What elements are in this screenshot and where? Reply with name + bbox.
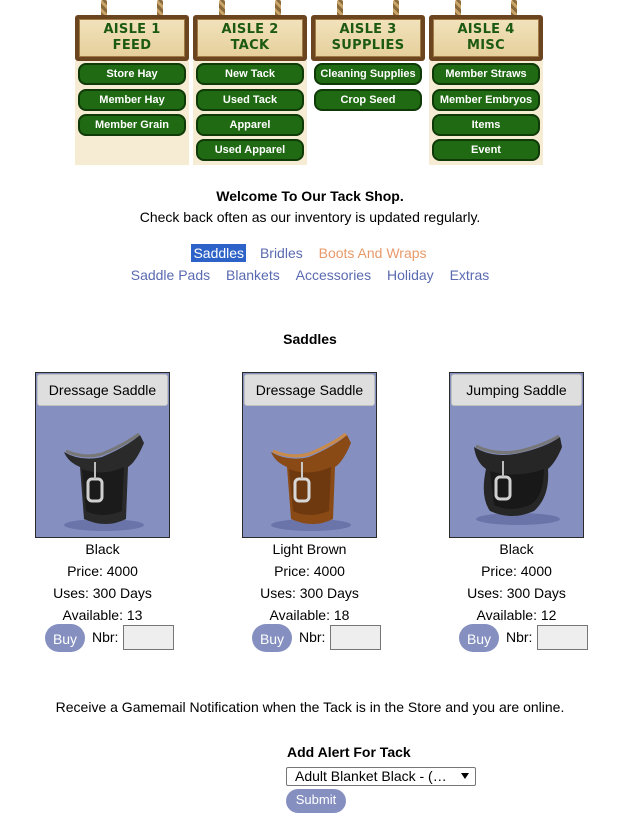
aisle-sign-feed[interactable] bbox=[75, 15, 189, 61]
buy-row bbox=[449, 624, 584, 652]
product-card bbox=[35, 372, 170, 647]
category-saddle-pads-link[interactable]: Saddle Pads bbox=[130, 267, 211, 283]
aisle-navigation bbox=[75, 0, 543, 165]
member-grain-button[interactable]: Member Grain bbox=[78, 114, 186, 136]
category-links-row2 bbox=[0, 267, 620, 283]
product-uses: Uses: 300 Days bbox=[467, 585, 566, 601]
new-tack-button[interactable]: New Tack bbox=[196, 63, 304, 85]
items-button[interactable]: Items bbox=[432, 114, 540, 136]
product-name: Dressage Saddle bbox=[244, 374, 375, 406]
quantity-input[interactable] bbox=[123, 625, 174, 650]
aisle-sign-line1: AISLE 2 bbox=[221, 22, 279, 37]
product-color: Black bbox=[85, 541, 120, 557]
category-links-row1 bbox=[0, 245, 620, 261]
nbr-label: Nbr: bbox=[506, 629, 533, 645]
category-accessories-link[interactable]: Accessories bbox=[295, 267, 372, 283]
member-embryos-button[interactable]: Member Embryos bbox=[432, 89, 540, 111]
aisle-sign-line2: SUPPLIES bbox=[331, 38, 405, 53]
rope bbox=[219, 0, 225, 16]
alert-title: Add Alert For Tack bbox=[287, 744, 411, 760]
rope bbox=[393, 0, 399, 16]
aisle-sign-tack[interactable] bbox=[193, 15, 307, 61]
product-name: Dressage Saddle bbox=[37, 374, 168, 406]
buy-button[interactable]: Buy bbox=[252, 624, 292, 652]
welcome-heading: Welcome To Our Tack Shop. bbox=[216, 188, 404, 204]
dressage-saddle-icon bbox=[243, 407, 376, 537]
member-straws-button[interactable]: Member Straws bbox=[432, 63, 540, 85]
quantity-input[interactable] bbox=[537, 625, 588, 650]
used-tack-button[interactable]: Used Tack bbox=[196, 89, 304, 111]
aisle-sign-line1: AISLE 3 bbox=[339, 22, 397, 37]
category-blankets-link[interactable]: Blankets bbox=[226, 267, 280, 283]
used-apparel-button[interactable]: Used Apparel bbox=[196, 139, 304, 161]
alert-tack-select[interactable] bbox=[286, 767, 476, 786]
aisle-sign-supplies[interactable] bbox=[311, 15, 425, 61]
product-color: Black bbox=[499, 541, 534, 557]
product-name: Jumping Saddle bbox=[451, 374, 582, 406]
product-image-frame[interactable] bbox=[449, 372, 584, 538]
dressage-saddle-icon bbox=[36, 407, 169, 537]
notification-text: Receive a Gamemail Notification when the Tack is in the Store and you are online. bbox=[55, 699, 565, 715]
nbr-label: Nbr: bbox=[299, 629, 326, 645]
product-image-frame[interactable] bbox=[242, 372, 377, 538]
rope bbox=[511, 0, 517, 16]
cleaning-supplies-button[interactable]: Cleaning Supplies bbox=[314, 63, 422, 85]
event-button[interactable]: Event bbox=[432, 139, 540, 161]
rope bbox=[101, 0, 107, 16]
product-uses: Uses: 300 Days bbox=[53, 585, 152, 601]
rope bbox=[337, 0, 343, 16]
category-bridles-link[interactable]: Bridles bbox=[259, 245, 303, 261]
category-extras-link[interactable]: Extras bbox=[449, 267, 490, 283]
aisle-sign-line2: FEED bbox=[112, 38, 152, 53]
member-hay-button[interactable]: Member Hay bbox=[78, 89, 186, 111]
product-price: Price: 4000 bbox=[481, 563, 552, 579]
buy-row bbox=[242, 624, 377, 652]
product-available: Available: 12 bbox=[476, 607, 557, 623]
buy-button[interactable]: Buy bbox=[459, 624, 499, 652]
jumping-saddle-icon bbox=[450, 407, 583, 537]
product-card bbox=[449, 372, 584, 647]
product-uses: Uses: 300 Days bbox=[260, 585, 359, 601]
category-saddles-link[interactable]: Saddles bbox=[193, 245, 245, 261]
aisle-sign-line2: TACK bbox=[230, 38, 270, 53]
aisle-sign-line1: AISLE 4 bbox=[457, 22, 515, 37]
buy-row bbox=[35, 624, 170, 652]
dropdown-arrow-icon bbox=[461, 773, 469, 779]
aisle-sign-misc[interactable] bbox=[429, 15, 543, 61]
section-title: Saddles bbox=[283, 331, 337, 347]
apparel-button[interactable]: Apparel bbox=[196, 114, 304, 136]
nbr-label: Nbr: bbox=[92, 629, 119, 645]
product-card bbox=[242, 372, 377, 647]
alert-selected-value: Adult Blanket Black - (… bbox=[295, 768, 447, 784]
product-price: Price: 4000 bbox=[274, 563, 345, 579]
buy-button[interactable]: Buy bbox=[45, 624, 85, 652]
crop-seed-button[interactable]: Crop Seed bbox=[314, 89, 422, 111]
submit-button[interactable]: Submit bbox=[286, 789, 346, 813]
welcome-subtitle: Check back often as our inventory is updated regularly. bbox=[139, 209, 481, 225]
product-available: Available: 13 bbox=[62, 607, 143, 623]
category-holiday-link[interactable]: Holiday bbox=[386, 267, 434, 283]
quantity-input[interactable] bbox=[330, 625, 381, 650]
rope bbox=[157, 0, 163, 16]
product-price: Price: 4000 bbox=[67, 563, 138, 579]
aisle-sign-line2: MISC bbox=[467, 38, 505, 53]
store-hay-button[interactable]: Store Hay bbox=[78, 63, 186, 85]
rope bbox=[455, 0, 461, 16]
product-image-frame[interactable] bbox=[35, 372, 170, 538]
rope bbox=[275, 0, 281, 16]
product-available: Available: 18 bbox=[269, 607, 350, 623]
product-color: Light Brown bbox=[272, 541, 347, 557]
aisle-sign-line1: AISLE 1 bbox=[103, 22, 161, 37]
category-boots-and-wraps-link[interactable]: Boots And Wraps bbox=[318, 245, 427, 261]
